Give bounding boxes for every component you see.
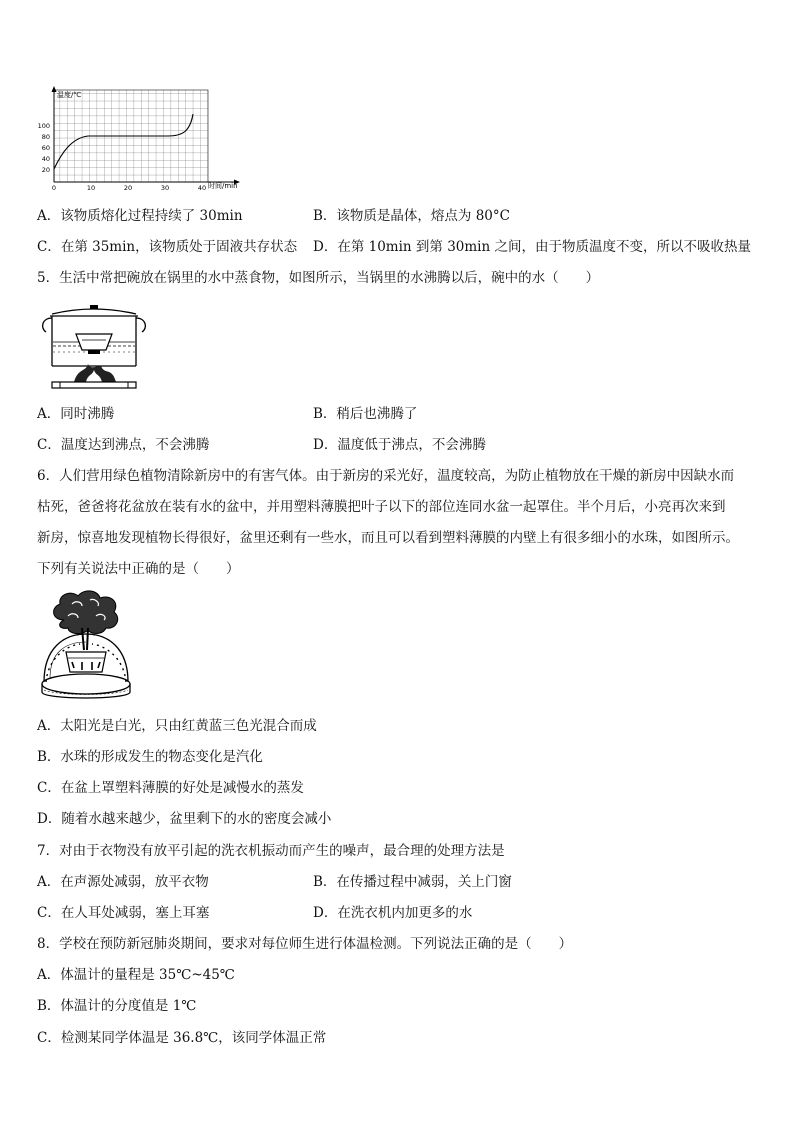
y-tick: 20 <box>41 166 50 174</box>
q5-option-b: B．稍后也沸腾了 <box>313 406 418 422</box>
q6-stem-line-2: 枯死，爸爸将花盆放在装有水的盆中，并用塑料薄膜把叶子以下的部位连同水盆一起罩住。半个月后，小亮再次来到 <box>37 499 726 515</box>
q5-option-c: C．温度达到沸点，不会沸腾 <box>37 437 210 453</box>
q8-option-b: B．体温计的分度值是 1℃ <box>37 998 197 1014</box>
q4-option-c: C．在第 35min，该物质处于固液共存状态 <box>37 239 298 255</box>
y-tick: 60 <box>41 144 50 152</box>
x-tick: 30 <box>160 184 170 192</box>
y-tick: 100 <box>37 122 50 130</box>
x-tick: 10 <box>86 184 96 192</box>
x-tick: 20 <box>123 184 133 192</box>
x-axis-label: 时间/min <box>208 182 238 190</box>
q6-option-c: C．在盆上罩塑料薄膜的好处是减慢水的蒸发 <box>37 780 304 796</box>
q6-option-b: B．水珠的形成发生的物态变化是汽化 <box>37 749 263 765</box>
temperature-time-graph <box>30 86 250 194</box>
q7-option-c: C．在人耳处减弱，塞上耳塞 <box>37 905 210 921</box>
q5-stem: 5．生活中常把碗放在锅里的水中蒸食物，如图所示，当锅里的水沸腾以后，碗中的水（ ） <box>37 270 600 286</box>
x-tick: 0 <box>51 184 57 192</box>
q7-option-d: D．在洗衣机内加更多的水 <box>313 905 473 921</box>
q6-stem-line-3: 新房，惊喜地发现植物长得很好，盆里还剩有一些水，而且可以看到塑料薄膜的内壁上有很多细小的水珠，如图所示。 <box>37 530 739 546</box>
steaming-pot-figure <box>38 302 150 394</box>
x-tick: 40 <box>197 184 207 192</box>
q4-option-a: A．该物质熔化过程持续了 30min <box>37 208 243 224</box>
q8-option-c: C．检测某同学体温是 36.8℃，该同学体温正常 <box>37 1030 327 1046</box>
q5-option-a: A．同时沸腾 <box>37 406 115 422</box>
q5-option-d: D．温度低于沸点，不会沸腾 <box>313 437 486 453</box>
y-axis-label: 温度/℃ <box>57 91 82 99</box>
q6-stem-line-4: 下列有关说法中正确的是（ ） <box>37 561 240 577</box>
q6-stem-line-1: 6．人们营用绿色植物清除新房中的有害气体。由于新房的采光好，温度较高，为防止植物放在干燥的新房中因缺水而 <box>37 468 735 484</box>
q6-option-d: D．随着水越来越少，盆里剩下的水的密度会减小 <box>37 811 332 827</box>
q8-option-a: A．体温计的量程是 35℃~45℃ <box>37 967 235 983</box>
plant-under-film-figure <box>38 590 134 702</box>
q8-stem: 8．学校在预防新冠肺炎期间，要求对每位师生进行体温检测。下列说法正确的是（ ） <box>37 936 573 952</box>
q4-option-d: D．在第 10min 到第 30min 之间，由于物质温度不变，所以不吸收热量 <box>313 239 751 255</box>
q6-option-a: A．太阳光是白光，只由红黄蓝三色光混合而成 <box>37 718 317 734</box>
q7-stem: 7．对由于衣物没有放平引起的洗衣机振动而产生的噪声，最合理的处理方法是 <box>37 843 505 859</box>
q4-option-b: B．该物质是晶体，熔点为 80°C <box>313 208 510 224</box>
y-tick: 40 <box>41 155 50 163</box>
y-tick: 80 <box>41 133 50 141</box>
q7-option-a: A．在声源处减弱，放平衣物 <box>37 874 209 890</box>
q7-option-b: B．在传播过程中减弱，关上门窗 <box>313 874 512 890</box>
